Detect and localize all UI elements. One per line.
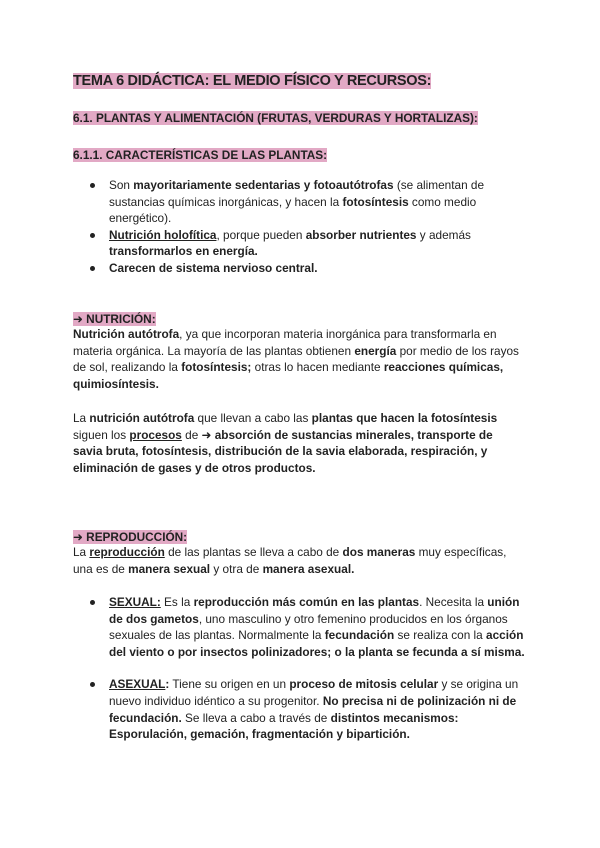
reproduction-intro: La reproducción de las plantas se lleva a cabo de dos maneras muy específicas, una es de manera sexual y otra de manera asexual. bbox=[73, 545, 507, 576]
nutrition-paragraph-2: La nutrición autótrofa que llevan a cabo las plantas que hacen la fotosíntesis siguen los procesos de ➜ absorción de sustancias minerales, transporte de savia bruta, fotosíntesis, distribución de la savia elaborada, respiración, y eliminación de gases y de otros productos. bbox=[73, 411, 498, 475]
page-title bbox=[73, 72, 431, 90]
reproduction-heading: ➜ REPRODUCCIÓN: bbox=[73, 530, 188, 544]
list-item-sexual: SEXUAL: Es la reproducción más común en las plantas. Necesita la unión de dos gametos, uno masculino y otro femenino producidos en los órganos sexuales de las plantas. Normalmente la fecundación se realiza con la acción del viento o por insectos polinizadores; o la planta se fecunda a sí misma. bbox=[109, 595, 525, 659]
subsection-heading-text: 6.1.1. CARACTERÍSTICAS DE LAS PLANTAS: bbox=[73, 148, 328, 162]
arrow-right-icon: ➜ bbox=[73, 530, 83, 544]
section-heading bbox=[73, 110, 478, 126]
list-item: Carecen de sistema nervioso central. bbox=[109, 260, 524, 277]
page-title-text: TEMA 6 DIDÁCTICA: EL MEDIO FÍSICO Y RECURSOS: bbox=[73, 73, 432, 89]
nutrition-paragraph-1: Nutrición autótrofa, ya que incorporan materia inorgánica para transformarla en materia orgánica. La mayoría de las plantas obtienen energía por medio de los rayos de sol, realizando la fotosíntesis; otras lo hacen mediante reacciones químicas, quimiosíntesis. bbox=[73, 327, 519, 391]
list-item: Son mayoritariamente sedentarias y fotoautótrofas (se alimentan de sustancias químicas inorgánicas, y hacen la fotosíntesis como medio energético). bbox=[109, 177, 524, 227]
section-heading-text: 6.1. PLANTAS Y ALIMENTACIÓN (FRUTAS, VERDURAS Y HORTALIZAS): bbox=[73, 111, 478, 125]
reproduction-list bbox=[109, 594, 525, 743]
list-item: Nutrición holofítica, porque pueden absorber nutrientes y además transformarlos en energía. bbox=[109, 227, 524, 260]
list-item-asexual: ASEXUAL: Tiene su origen en un proceso de mitosis celular y se origina un nuevo individuo idéntico a su progenitor. No precisa ni de polinización ni de fecundación. Se lleva a cabo a través de distintos mecanismos: Esporulación, gemación, fragmentación y bipartición. bbox=[109, 676, 525, 742]
arrow-right-icon: ➜ bbox=[73, 312, 83, 326]
nutrition-heading: ➜ NUTRICIÓN: bbox=[73, 312, 156, 326]
characteristics-list bbox=[109, 177, 524, 277]
subsection-heading bbox=[73, 147, 327, 163]
